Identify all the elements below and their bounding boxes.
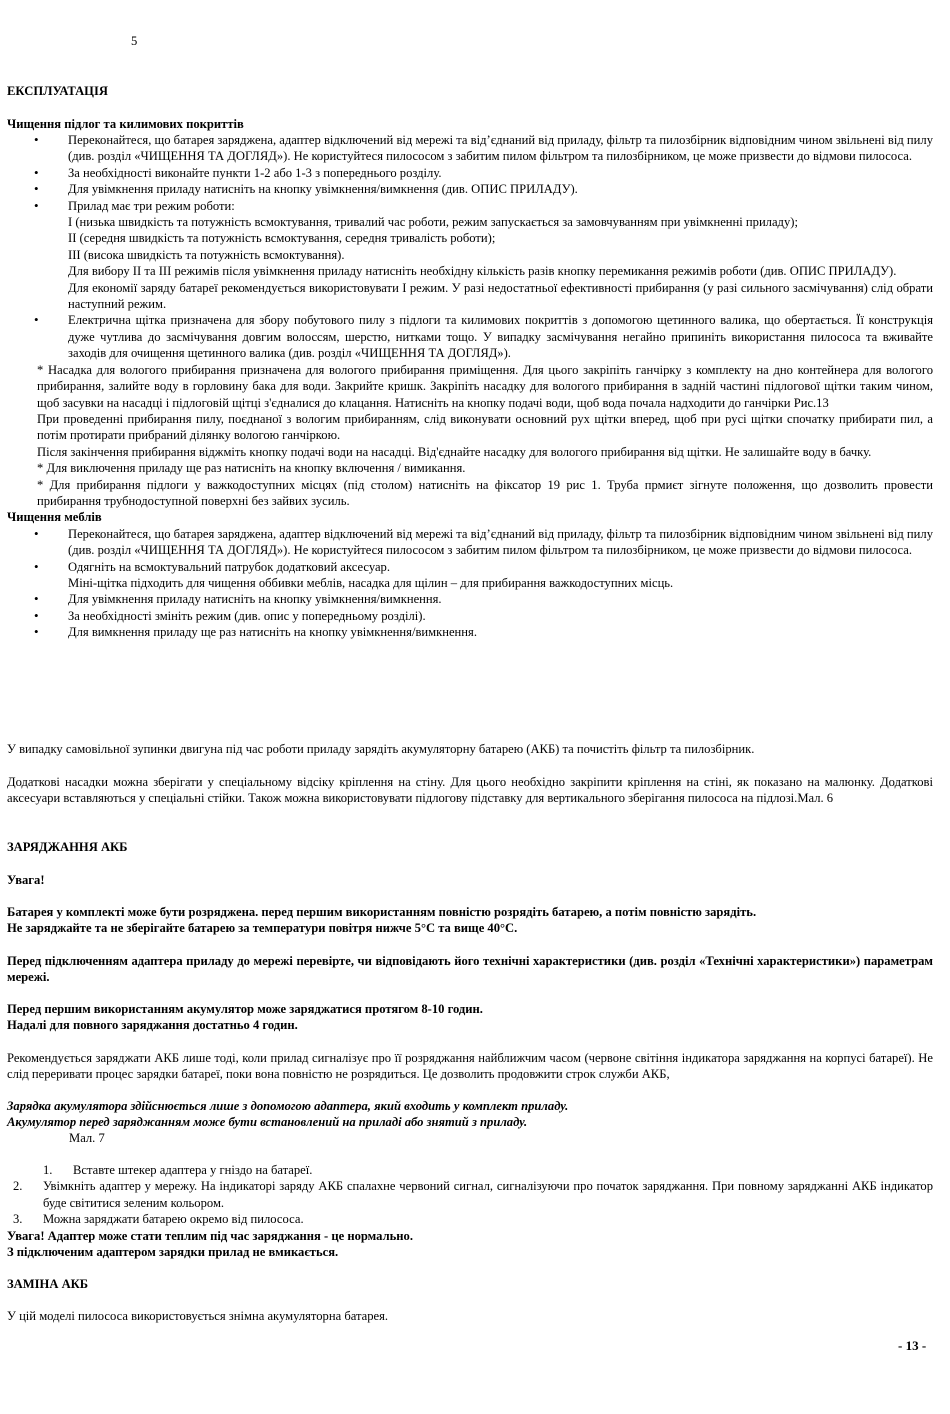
mode-2: ІІ (середня швидкість та потужність всмоктування, середня тривалість роботи); <box>68 231 496 246</box>
mode-economy: Для економії заряду батареї рекомендується використовувати І режим. У разі недостатньої ефективності прибирання (у разі сильного засмічування) слід обрати наступний режим. <box>68 280 933 312</box>
list-item: • Переконайтеся, що батарея заряджена, адаптер відключений від мережі та від’єднаний від приладу, фільтр та пилозбірник відповідним чином звільнені від пилу (див. розділ «ЧИЩЕННЯ ТА ДОГЛЯД»). Не користуйтеся пилососом з забитим пилом фільтром та пилозбірником, це може призвести до відмови пилососа. <box>7 526 933 559</box>
section-heading-charging: ЗАРЯДЖАННЯ АКБ <box>7 840 128 854</box>
off-note: * Для виключення приладу ще раз натисніть на кнопку включення / вимикання. <box>37 461 466 476</box>
replace-text: У цій моделі пилососа використовується знімна акумуляторна батарея. <box>7 1309 389 1323</box>
charging-time-2: Надалі для повного заряджання достатньо 4 годин. <box>7 1018 298 1032</box>
step-text: Можна заряджати батарею окремо від пилососа. <box>43 1212 304 1227</box>
charging-warning-1: Батарея у комплекті може бути розряджена. перед першим використанням повністю розрядіть батарею, а потім повністю зарядіть. <box>7 905 757 919</box>
mode-1: І (низька швидкість та потужність всмоктування, тривалий час роботи, режим запускається за замовчуванням при увімкненні приладу); <box>68 215 798 230</box>
list-item <box>7 559 933 592</box>
list-item: • Для вимкнення приладу ще раз натисніть на кнопку увімкнення/вимкнення. <box>7 624 933 640</box>
list-item: • Електрична щітка призначена для збору побутового пилу з підлоги та килимових покриттів з допомогою щетинного валика, що обертається. Її конструкція дуже чутлива до засмічування довгим волоссям, шерстю, нитками тощо. У випадку засмічування негайно припиніть використання пилососа та вживайте заходів для очищення щетинного валика (див. розділ «ЧИЩЕННЯ ТА ДОГЛЯД»). <box>7 312 933 361</box>
step-number: 2. <box>13 1179 23 1194</box>
furniture-cleaning-title: Чищення меблів <box>7 510 102 525</box>
wet-paragraph-1: При проведенні прибирання пилу, поєднаної з вологим прибиранням, слід виконувати основний рух щітки вперед, щоб при русі щітки спочатку прибирати пил, а потім протирати прибраний ділянку вологою ганчіркою. <box>37 411 933 443</box>
hard-reach-note: * Для прибирання підлоги у важкодоступних місцях (під столом) натисніть на фіксатор 19 рис 1. Труба прмиєт зігнуте положення, що дозволить провести прибирання трубнодоступной поверхні без зайвих зусиль. <box>37 477 933 508</box>
list-item: • За необхідності змініть режим (див. опис у попередньому розділі). <box>7 608 933 624</box>
charging-italic-1: Зарядка акумулятора здійснюється лише з допомогою адаптера, який входить у комплект приладу. <box>7 1099 569 1113</box>
adapter-warning-1: Увага! Адаптер може стати теплим під час заряджання - це нормально. <box>7 1228 414 1243</box>
charging-warning-2: Не заряджайте та не зберігайте батарею за температури повітря нижче 5°С та вище 40°С. <box>7 921 518 935</box>
wet-note: * Насадка для вологого прибирання призначена для вологого прибирання приміщення. Для цього закріпіть ганчірку з комплекту на дно контейнера для вологого прибирання, залийте воду в горловину бака для води. Закрийте кришк. Закріпіть насадку для вологого прибирання в задній частині підлогової щітки таким чином, щоб засувки на насадці і підлоговій щітці з'єдналися до клацання. Натисніть на кнопку подачі води, щоб вода почала надходити до ганчірки Рис.13 <box>37 362 933 410</box>
mode-select: Для вибору ІІ та ІІІ режимів після увімкнення приладу натисніть необхідну кількість разів кнопку перемикання режимів роботи (див. ОПИС ПРИЛАДУ). <box>68 264 897 279</box>
list-item <box>7 1178 933 1211</box>
storage-paragraph: Додаткові насадки можна зберігати у спеціальному відсіку кріплення на стіну. Для цього необхідно закріпити кріплення на стіні, як показано на малюнку. Додаткові аксесуари вставляються у спеціальні стійки. Також можна використовувати підлогову підставку для вертикального зберігання пилососа на підлозі.Мал. 6 <box>7 775 933 806</box>
step-text: Вставте штекер адаптера у гніздо на батареї. <box>73 1163 313 1177</box>
wet-paragraph-2: Після закінчення прибирання віджміть кнопку подачі води на насадці. Від'єднайте насадку для вологого прибирання від щітки. Не залишайте воду в бачку. <box>37 444 872 459</box>
list-item: • Для увімкнення приладу натисніть на кнопку увімкнення/вимкнення. <box>7 591 933 607</box>
list-item-modes <box>7 198 933 313</box>
list-item: • Переконайтеся, що батарея заряджена, адаптер відключений від мережі та від’єднаний від приладу, фільтр та пилозбірник відповідним чином звільнені від пилу (див. розділ «ЧИЩЕННЯ ТА ДОГЛЯД»). Не користуйтеся пилососом з забитим пилом фільтром та пилозбірником, це може призвести до відмови пилососа. <box>7 132 933 165</box>
list-item <box>7 1162 933 1178</box>
page-footer-number: - 13 - <box>898 1338 927 1353</box>
page-top-number: 5 <box>131 34 138 48</box>
adapter-warning-2: З підключеним адаптером зарядки прилад не вмикається. <box>7 1245 339 1260</box>
charging-time-1: Перед першим використанням акумулятор може заряджатися протягом 8-10 годин. <box>7 1002 483 1016</box>
figure-reference: Мал. 7 <box>69 1131 105 1145</box>
modes-intro: • Прилад має три режим роботи: <box>68 198 235 213</box>
charging-recommendation: Рекомендується заряджати АКБ лише тоді, коли прилад сигналізує про її розряджання найближчим часом (червоне світіння індикатора заряджання на корпусі батареї). Не слід переривати процес зарядки батареї, поки вона повністю не розрядиться. Це дозволить продовжити строк служби АКБ, <box>7 1051 933 1082</box>
section-heading-replace: ЗАМІНА АКБ <box>7 1277 89 1291</box>
stop-paragraph: У випадку самовільної зупинки двигуна під час роботи приладу зарядіть акумуляторну батарею (АКБ) та почистіть фільтр та пилозбірник. <box>7 742 755 756</box>
attention-label: Увага! <box>7 873 45 887</box>
step-number: 1. <box>43 1163 53 1177</box>
list-item: • Для увімкнення приладу натисніть на кнопку увімкнення/вимкнення (див. ОПИС ПРИЛАДУ). <box>7 181 933 197</box>
charging-warning-3: Перед підключенням адаптера приладу до мережі перевірте, чи відповідають його технічні характеристики (див. розділ «Технічні характеристики») параметрам мережі. <box>7 954 933 985</box>
floor-cleaning-title: Чищення підлог та килимових покриттів <box>7 117 244 131</box>
step-text: Увімкніть адаптер у мережу. На індикаторі заряду АКБ спалахне червоний сигнал, сигналізуючи про початок заряджання. При повному заряджанні АКБ індикатор буде світитися зеленим кольором. <box>43 1179 933 1210</box>
section-heading-exploitation: ЕКСПЛУАТАЦІЯ <box>7 84 108 98</box>
floor-cleaning-list <box>7 132 933 641</box>
step-number: 3. <box>13 1212 23 1227</box>
list-item <box>7 1211 933 1227</box>
charging-steps <box>7 1162 933 1260</box>
mode-3: ІІІ (висока швидкість та потужність всмоктування). <box>68 247 345 262</box>
accessory-detail: Міні-щітка підходить для чищення оббивки меблів, насадка для щілин – для прибирання важкодоступних місць. <box>68 575 674 590</box>
accessory-text: • Одягніть на всмоктувальний патрубок додатковий аксесуар. <box>68 559 390 574</box>
list-item: • За необхідності виконайте пункти 1-2 або 1-3 з попереднього розділу. <box>7 165 933 181</box>
charging-italic-2: Акумулятор перед заряджанням може бути встановлений на приладі або знятий з приладу. <box>7 1115 528 1129</box>
